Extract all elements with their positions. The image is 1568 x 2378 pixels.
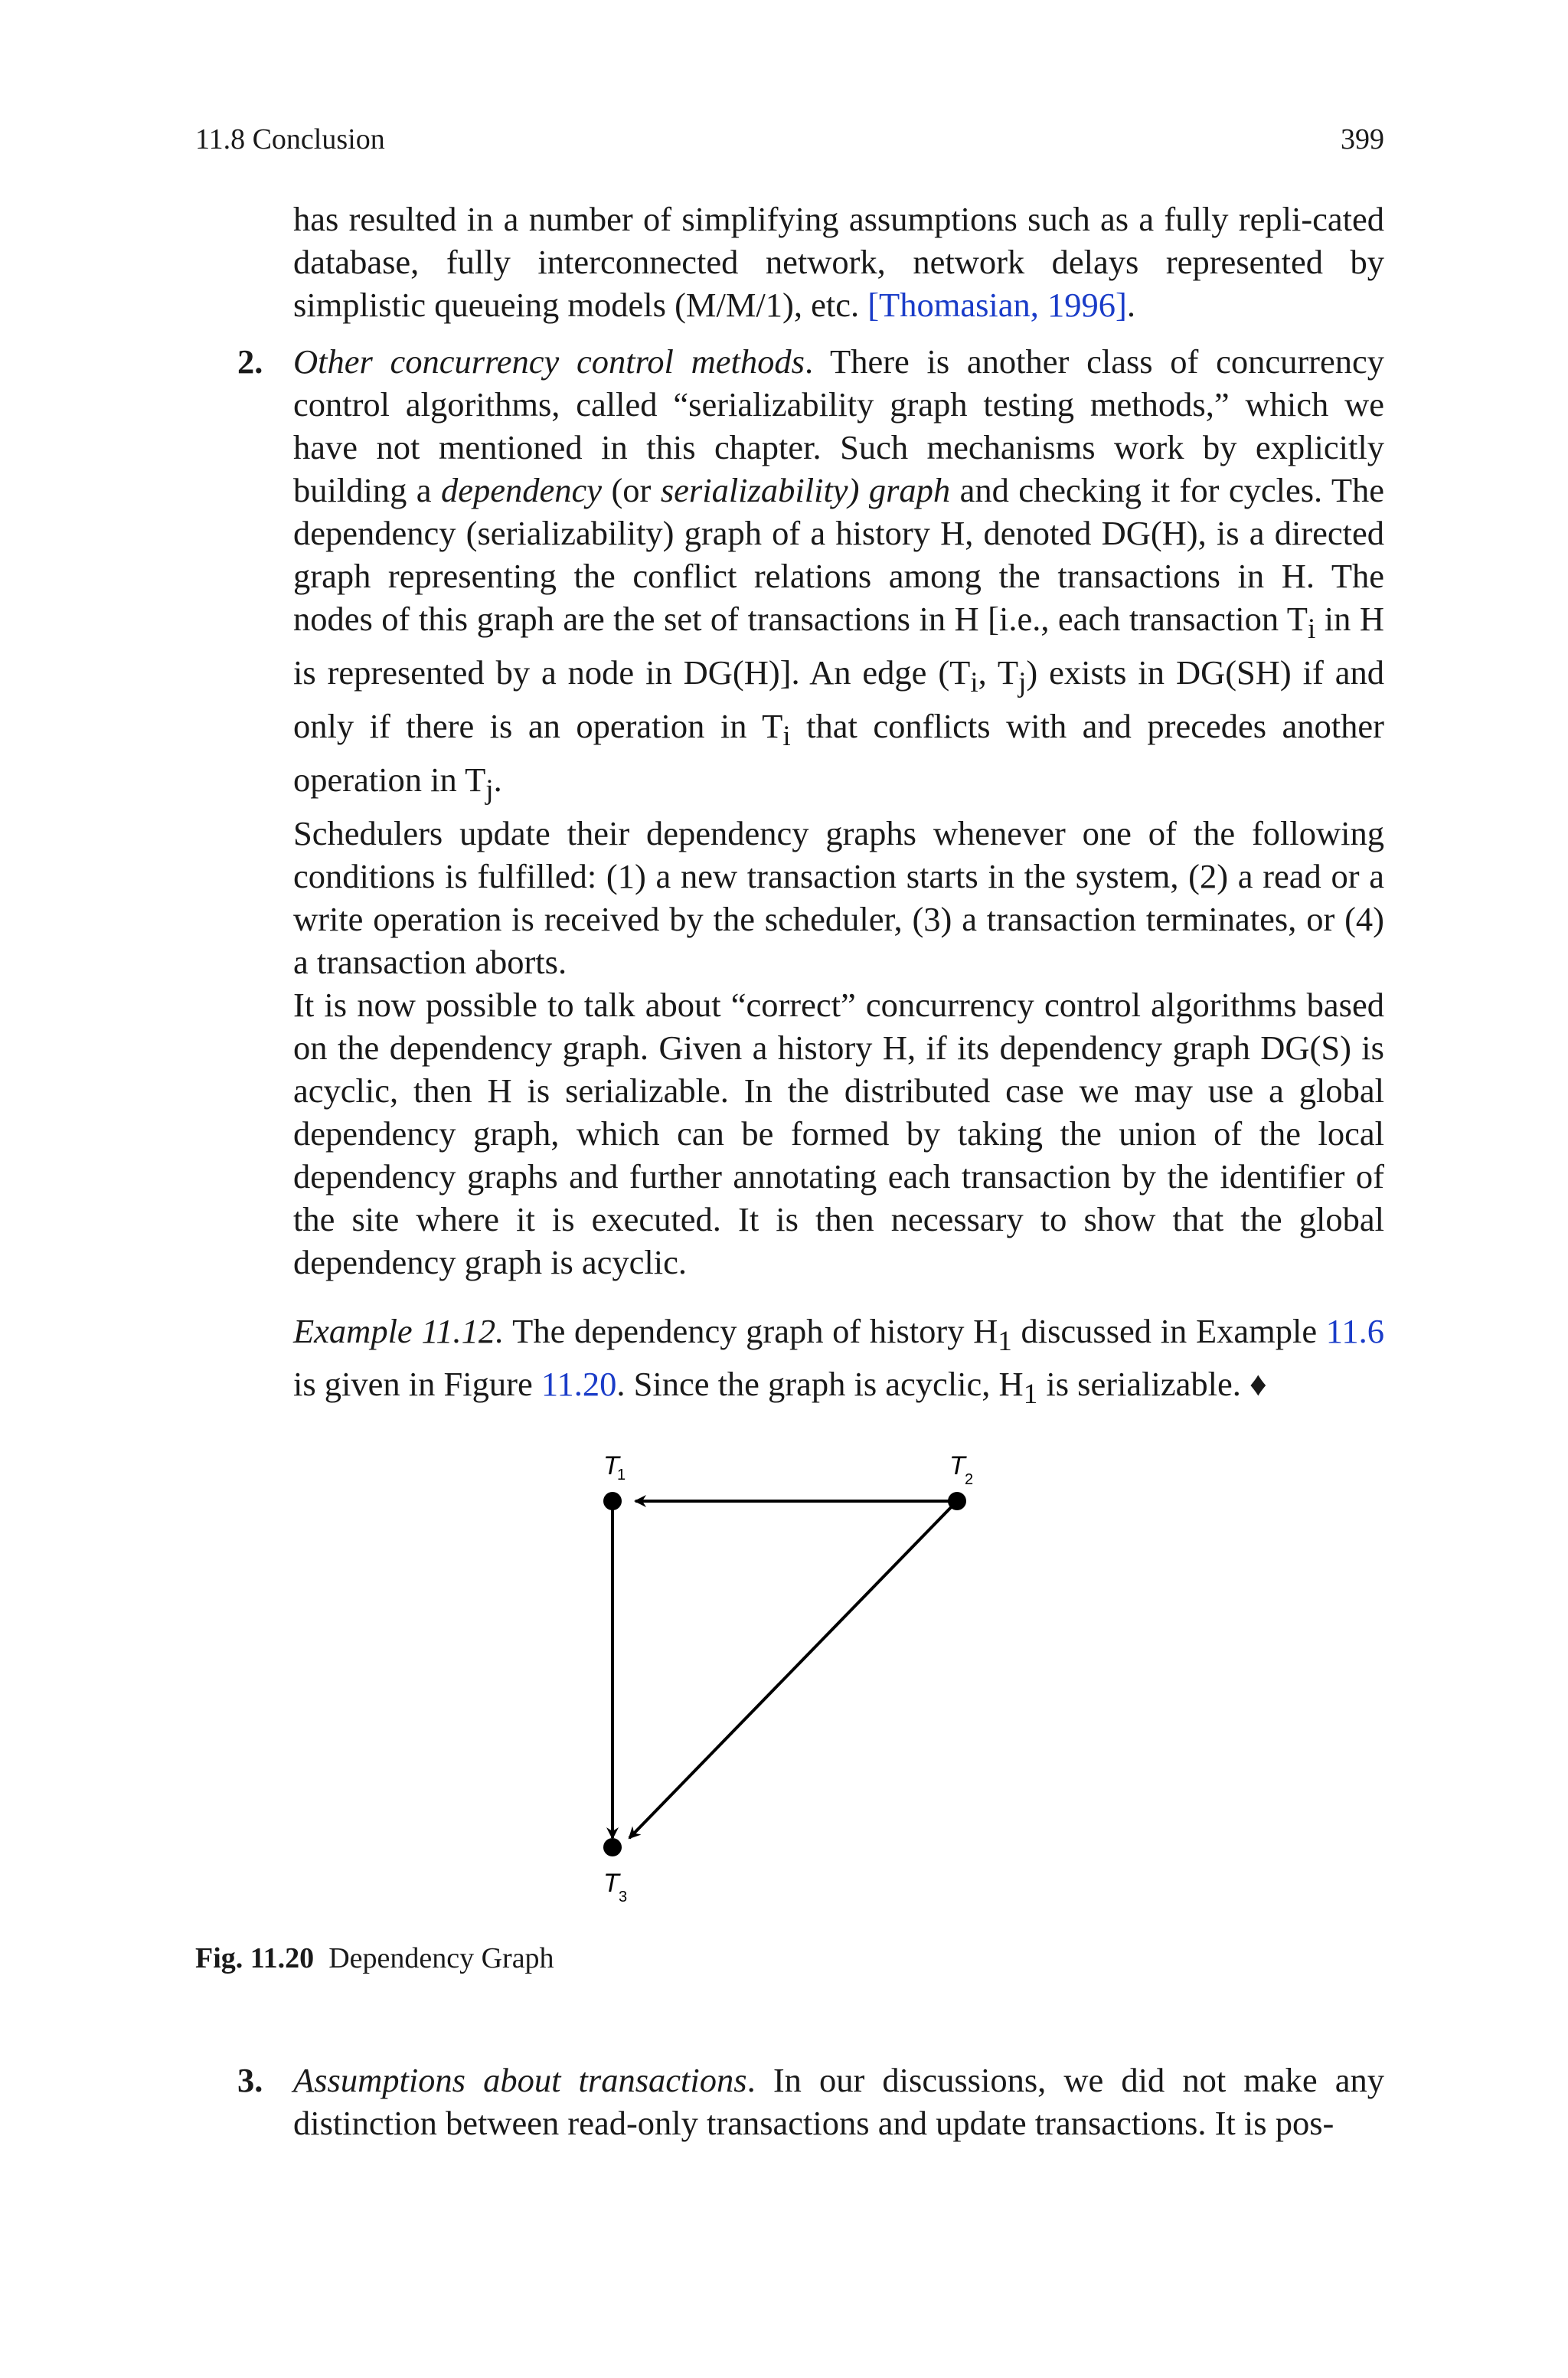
- item2-serializability-word: serializability: [660, 471, 848, 509]
- item2-text-b: and checking it for cycles. The dependency (serializability) graph of a history H, denoted DG(H), is a directed graph representing the conflict relations among the transactions in H. The nodes of this graph are the set of transactions in H [i.e., each transaction T: [293, 471, 1385, 638]
- example-sub-1: 1: [998, 1325, 1012, 1357]
- item2-or-text: (or: [602, 471, 661, 509]
- page-number: 399: [1341, 123, 1384, 155]
- item2-text-a: . There is another class of concurrency control algorithms, called “serializability graph testing methods,” which we have not mentioned in this chapter. Such mechanisms work by explicitly building a: [293, 342, 1384, 509]
- item2-text-e: that conflicts with and precedes another operation in T: [293, 706, 1384, 799]
- item1-tail-paragraph: [293, 198, 1384, 326]
- item2-paragraph-1: [293, 340, 1384, 812]
- example-paragraph: [293, 1310, 1384, 1417]
- item2-sub-j: j: [1018, 666, 1027, 698]
- item2-sub-i: i: [1308, 613, 1316, 645]
- example-text-1: The dependency graph of history H: [504, 1311, 998, 1350]
- item2-paragraph-2: Schedulers update their dependency graphs whenever one of the following conditions is fulfilled: (1) a new transaction starts in the system, (2) a read or a write operation is received by the scheduler, (3) a transaction terminates, or (4) a transaction aborts.: [293, 813, 1384, 981]
- citation-thomasian-1996[interactable]: [Thomasian, 1996]: [867, 286, 1127, 324]
- example-text-4: . Since the graph is acyclic, H: [616, 1365, 1024, 1404]
- item2-text-c: in H is represented by a node in DG(H)]. An edge (T: [293, 600, 1385, 692]
- item2-sub-i2: i: [970, 666, 978, 698]
- item2-period: .: [493, 760, 502, 799]
- body-text-upper: [237, 198, 1385, 1416]
- item3-text: . In our discussions, we did not make any distinction between read-only transactions and update transactions. It is pos-: [293, 2061, 1384, 2142]
- list-item-3: [237, 2059, 1384, 2144]
- end-of-example-diamond-icon: ♦: [1250, 1365, 1267, 1404]
- node-t1: [603, 1492, 622, 1510]
- list-item-2-number: 2.: [237, 342, 263, 381]
- item2-text-d: ) exists in DG(SH) if and only if there is an operation in T: [293, 653, 1385, 745]
- example-label: Example 11.12.: [293, 1311, 505, 1350]
- node-t2-label: T: [949, 1451, 965, 1480]
- node-t3: [603, 1838, 622, 1856]
- node-t2-sub: 2: [965, 1471, 974, 1488]
- figure-caption: [195, 1941, 554, 1975]
- node-t1-label: T: [603, 1451, 619, 1480]
- item3-paragraph: [293, 2059, 1384, 2144]
- example-sub-2: 1: [1023, 1379, 1038, 1411]
- body-text-lower: [237, 2059, 1384, 2144]
- item2-sub-i3: i: [782, 720, 791, 752]
- node-t3-sub: 3: [619, 1889, 628, 1905]
- node-t3-label: T: [603, 1869, 619, 1898]
- figure-caption-label: Fig. 11.20: [195, 1942, 315, 1974]
- item1-tail-text: has resulted in a number of simplifying assumptions such as a fully repli-cated database, fully interconnected network, network delays represented by simplistic queueing models (M/M/1), etc.: [293, 200, 1384, 324]
- item2-comma: , T: [978, 653, 1019, 692]
- node-t2: [948, 1492, 966, 1510]
- item2-dependency-word: dependency: [441, 471, 603, 509]
- item2-graph-word: ) graph: [848, 471, 951, 509]
- node-t1-sub: 1: [617, 1467, 626, 1483]
- figure-caption-text: Dependency Graph: [328, 1942, 554, 1974]
- item2-title: Other concurrency control methods: [293, 342, 805, 381]
- item3-title: Assumptions about transactions: [293, 2061, 747, 2099]
- list-item-3-number: 3.: [237, 2061, 263, 2099]
- list-item-2: [237, 340, 1385, 1284]
- running-head-section: 11.8 Conclusion: [195, 123, 385, 155]
- figure-ref-link[interactable]: 11.20: [541, 1365, 617, 1404]
- example-ref-link[interactable]: 11.6: [1325, 1311, 1384, 1350]
- edge-t2-to-t3: [629, 1501, 957, 1838]
- example-text-2: discussed in Example: [1011, 1311, 1326, 1350]
- item1-tail-end: .: [1126, 286, 1135, 324]
- example-text-3: is given in Figure: [293, 1365, 541, 1404]
- item2-sub-j2: j: [485, 774, 494, 806]
- item2-paragraph-3: It is now possible to talk about “correct” concurrency control algorithms based on the dependency graph. Given a history H, if its dependency graph DG(S) is acyclic, then H is serializable. In the distributed case we may use a global dependency graph, which can be formed by taking the union of the local dependency graphs and further annotating each transaction by the identifier of the site where it is executed. It is then necessary to show that the global dependency graph is acyclic.: [293, 985, 1384, 1281]
- example-text-5: is serializable.: [1037, 1365, 1250, 1404]
